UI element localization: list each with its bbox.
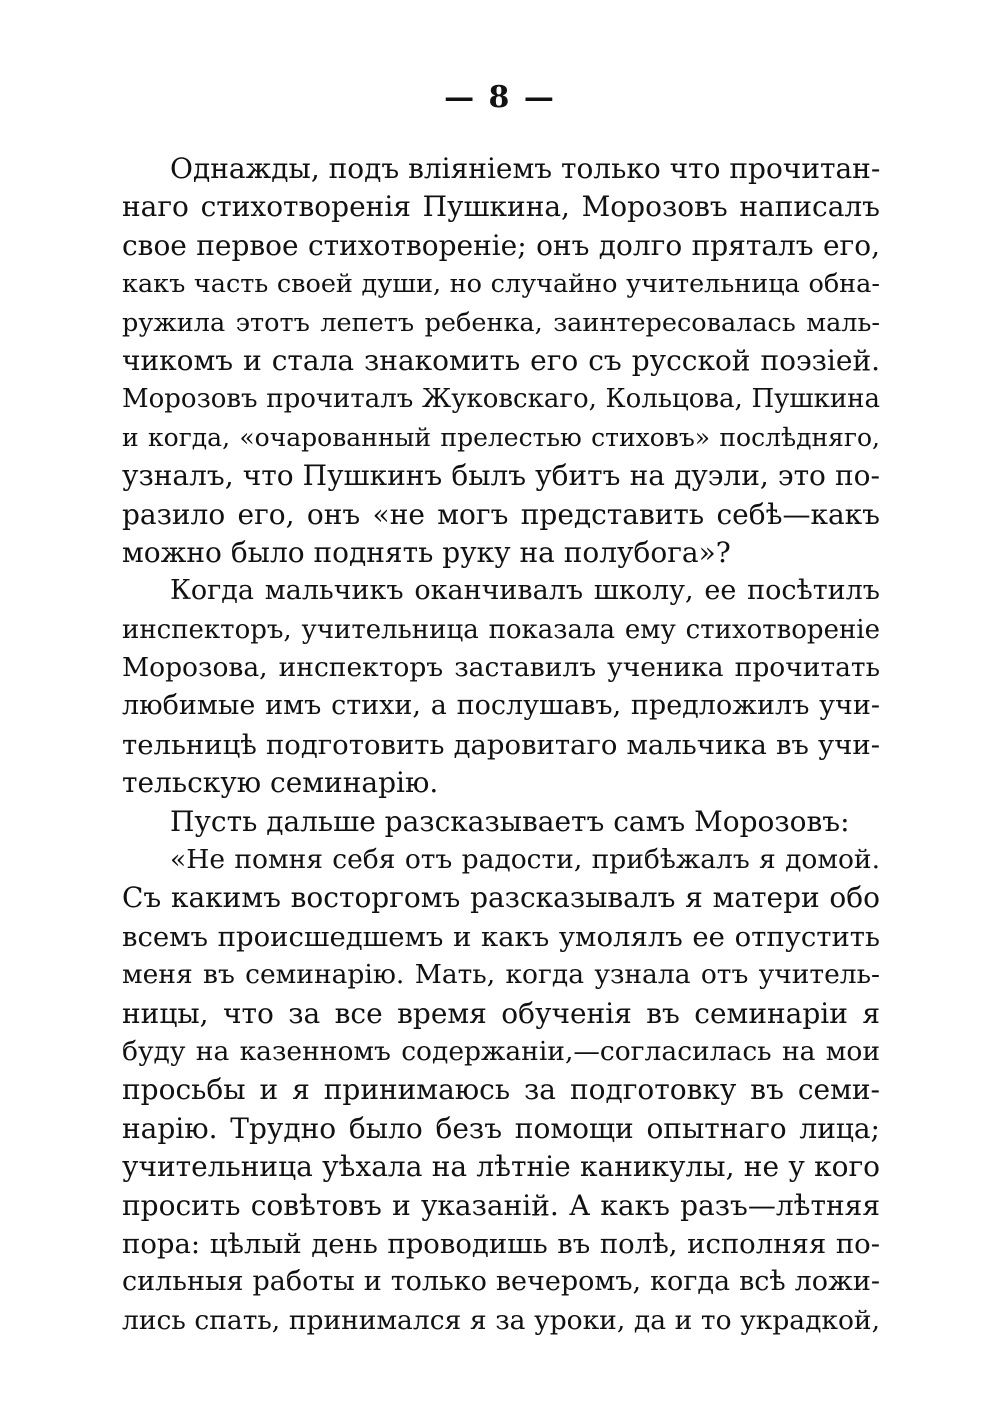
- text-line: просить совѣтовъ и указаній. А какъ разъ—лѣтняя: [122, 1188, 880, 1222]
- text-line: учительница уѣхала на лѣтніе каникулы, не у кого: [122, 1150, 880, 1184]
- text-line: ружила этотъ лепетъ ребенка, заинтересовалась маль-: [122, 307, 880, 338]
- text-line: узналъ, что Пушкинъ былъ убитъ на дуэли, это по-: [122, 459, 880, 493]
- text-line: буду на казенномъ содержаніи,—согласилась на мои: [122, 1035, 880, 1067]
- text-line: инспекторъ, учительница показала ему стихотвореніе: [122, 614, 880, 645]
- text-line: меня въ семинарію. Мать, когда узнала отъ учитель-: [122, 959, 880, 991]
- text-line: Морозова, инспекторъ заставилъ ученика прочитать: [122, 652, 880, 684]
- text-line: Пусть дальше разсказываетъ самъ Морозовъ:: [170, 804, 850, 838]
- page-number: — 8 —: [444, 80, 556, 115]
- text-line: пора: цѣлый день проводишь въ полѣ, исполняя по-: [122, 1227, 880, 1260]
- text-line: Съ какимъ восторгомъ разсказывалъ я матери обо: [122, 881, 880, 915]
- text-line: тельницѣ подготовить даровитаго мальчика въ учи-: [122, 728, 880, 761]
- text-line: лись спать, принимался я за уроки, да и то украдкой,: [122, 1304, 880, 1336]
- text-line: просьбы и я принимаюсь за подготовку въ семи-: [122, 1073, 880, 1107]
- text-line: наго стихотворенія Пушкина, Морозовъ написалъ: [122, 190, 880, 224]
- text-line: чикомъ и стала знакомить его съ русской поэзіей.: [122, 343, 880, 377]
- text-line: Однажды, подъ вліяніемъ только что прочитан-: [170, 152, 880, 185]
- text-line: свое первое стихотвореніе; онъ долго пряталъ его,: [122, 228, 880, 262]
- text-line: любимые имъ стихи, а послушавъ, предложилъ учи-: [122, 690, 880, 722]
- text-line: сильныя работы и только вечеромъ, когда всѣ ложи-: [122, 1266, 880, 1298]
- text-line: ницы, что за все время обученія въ семинаріи я: [122, 996, 880, 1030]
- text-line: разило его, онъ «не могъ представить себѣ—какъ: [122, 497, 880, 531]
- text-column: [122, 150, 880, 1340]
- text-line: можно было поднять руку на полубога»?: [122, 535, 731, 569]
- text-line: Когда мальчикъ оканчивалъ школу, ее посѣтилъ: [170, 575, 880, 607]
- text-line: «Не помня себя отъ радости, прибѣжалъ я домой.: [170, 844, 880, 876]
- text-line: нарію. Трудно было безъ помощи опытнаго лица;: [122, 1111, 880, 1145]
- text-line: какъ часть своей души, но случайно учительница обна-: [122, 269, 880, 300]
- text-line: тельскую семинарію.: [122, 766, 439, 800]
- text-line: Морозовъ прочиталъ Жуковскаго, Кольцова, Пушкина: [122, 384, 880, 415]
- text-line: и когда, «очарованный прелестью стиховъ» послѣдняго,: [122, 422, 880, 452]
- text-line: всемъ происшедшемъ и какъ умолялъ ее отпустить: [122, 920, 880, 953]
